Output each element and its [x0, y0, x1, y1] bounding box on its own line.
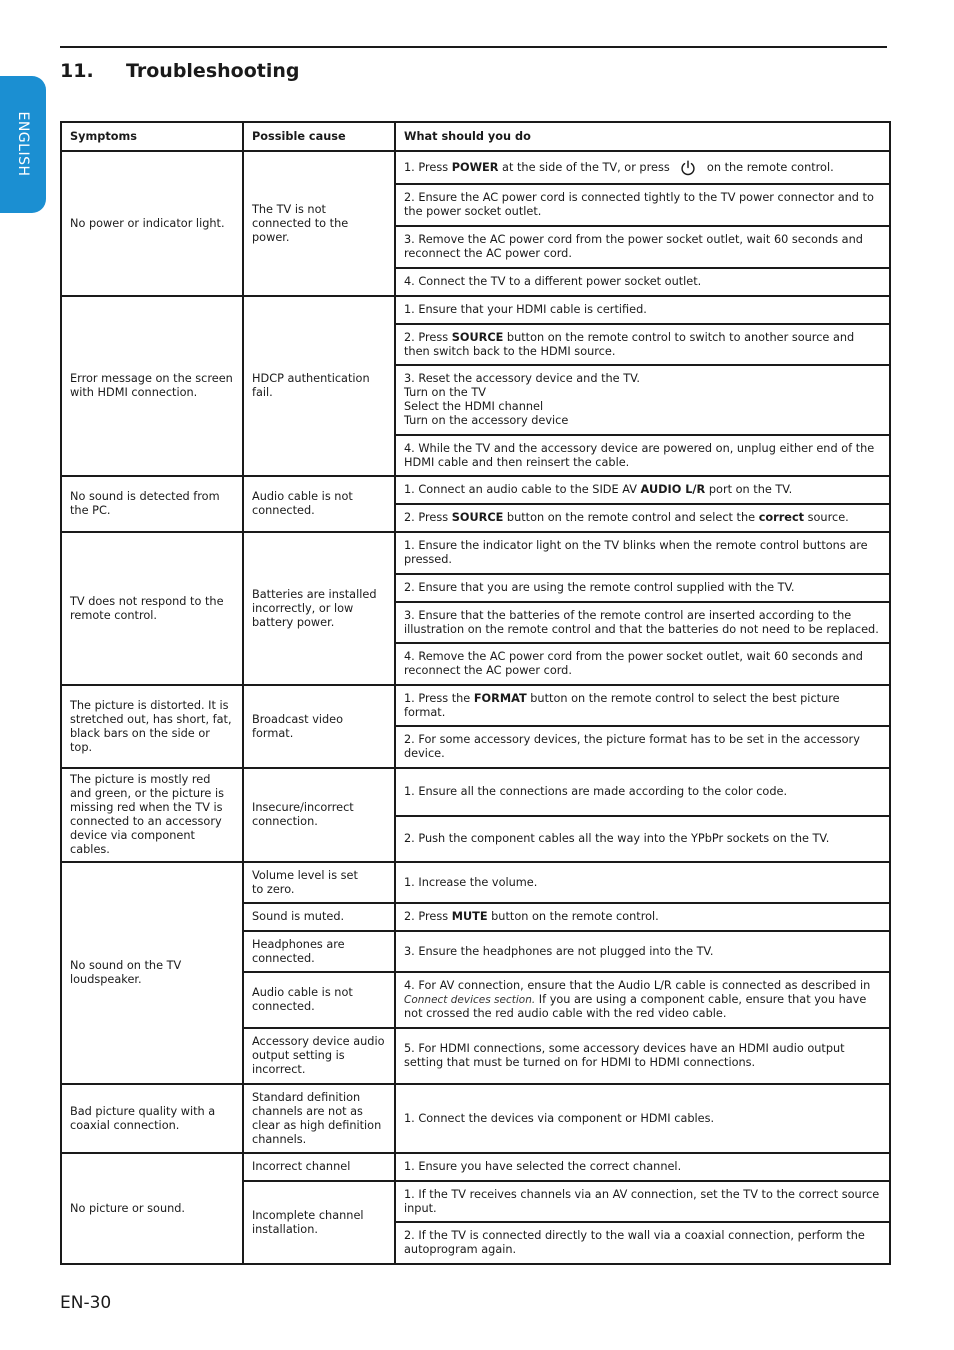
action-text: 2. Push the component cables all the way into the YPbPr sockets on the TV.	[404, 832, 830, 846]
cause-cell: Batteries are installed incorrectly, or low battery power.	[243, 532, 395, 685]
power-icon	[679, 159, 697, 177]
cause-cell: The TV is not connected to the power.	[243, 151, 395, 296]
table-row	[61, 296, 890, 324]
symptom-cell: No picture or sound.	[61, 1153, 243, 1264]
cause-cell: Broadcast video format.	[243, 685, 395, 768]
action-text: 1. Press the	[404, 691, 474, 705]
action-text: 3. Remove the AC power cord from the power socket outlet, wait 60 seconds and reconnect the AC power cord.	[404, 233, 863, 260]
page-title	[60, 60, 300, 82]
action-text: at the side of the TV, or press	[498, 160, 674, 174]
header-possible-cause: Possible cause	[243, 122, 395, 151]
action-text: 1. Ensure the indicator light on the TV blinks when the remote control buttons are pressed.	[404, 539, 868, 566]
action-text: 4. Connect the TV to a different power socket outlet.	[404, 275, 702, 288]
action-text: button on the remote control.	[487, 910, 659, 923]
action-cell	[395, 931, 890, 972]
action-text: 5. For HDMI connections, some accessory devices have an HDMI audio output setting that must be turned on for HDMI to HDMI connections.	[404, 1042, 845, 1069]
action-cell	[395, 816, 890, 862]
cause-cell: Accessory device audio output setting is incorrect.	[243, 1028, 395, 1084]
action-text: 2. Press	[404, 330, 452, 344]
action-cell	[395, 504, 890, 532]
action-cell	[395, 226, 890, 268]
keyword: SOURCE	[451, 330, 504, 344]
action-cell	[395, 685, 890, 726]
page-number: EN-30	[60, 1293, 112, 1313]
action-cell	[395, 972, 890, 1028]
action-text: 1. Ensure all the connections are made according to the color code.	[404, 785, 788, 799]
action-text: 2. For some accessory devices, the picture format has to be set in the accessory device.	[404, 733, 860, 760]
action-text: 2. If the TV is connected directly to the wall via a coaxial connection, perform the autoprogram again.	[404, 1229, 865, 1256]
header-what-to-do: What should you do	[395, 122, 890, 151]
action-text: 1. If the TV receives channels via an AV connection, set the TV to the correct source input.	[404, 1187, 880, 1215]
action-cell	[395, 476, 890, 504]
action-text: 4. For AV connection, ensure that the Audio L/R cable is connected as described in	[404, 979, 871, 992]
symptom-cell: No sound is detected from the PC.	[61, 476, 243, 532]
action-cell	[395, 184, 890, 226]
top-rule	[60, 46, 887, 48]
action-text: 1. Press	[404, 160, 452, 174]
action-text: 3. Ensure the headphones are not plugged into the TV.	[404, 944, 714, 958]
section-number: 11.	[60, 60, 94, 82]
action-cell	[395, 726, 890, 768]
action-cell	[395, 1153, 890, 1181]
symptom-cell: No sound on the TV loudspeaker.	[61, 862, 243, 1084]
action-text: button on the remote control to select the best picture format.	[404, 691, 840, 719]
action-cell	[395, 296, 890, 324]
action-text: 4. While the TV and the accessory device are powered on, unplug either end of the HDMI cable and then reinsert the cable.	[404, 441, 875, 469]
cause-cell: Audio cable is not connected.	[243, 476, 395, 532]
action-text: 3. Ensure that the batteries of the remote control are inserted according to the illustration on the remote control and that the batteries do not need to be replaced.	[404, 608, 879, 636]
symptom-cell: TV does not respond to the remote control.	[61, 532, 243, 685]
section-title: Troubleshooting	[126, 60, 300, 82]
action-cell	[395, 574, 890, 602]
action-text: 3. Reset the accessory device and the TV. Turn on the TV Select the HDMI channel Turn on the accessory device	[404, 372, 640, 427]
action-text: 1. Connect an audio cable to the SIDE AV	[404, 483, 641, 496]
cause-cell: Standard definition channels are not as clear as high definition channels.	[243, 1084, 395, 1153]
action-text: button on the remote control and select the	[503, 511, 759, 524]
action-text: source.	[804, 511, 849, 524]
action-text: 1. Increase the volume.	[404, 875, 538, 889]
action-cell	[395, 903, 890, 931]
cause-cell: Incorrect channel	[243, 1153, 395, 1181]
table-row	[61, 768, 890, 816]
action-cell	[395, 1181, 890, 1222]
action-cell	[395, 324, 890, 365]
action-text: 1. Connect the devices via component or HDMI cables.	[404, 1111, 715, 1125]
action-text: button on the remote control to switch to another source and then switch back to the HDMI source.	[404, 330, 855, 358]
symptom-cell: The picture is mostly red and green, or the picture is missing red when the TV is connected to an accessory device via component cables.	[61, 768, 243, 862]
action-text: 1. Ensure you have selected the correct channel.	[404, 1160, 682, 1173]
table-row	[61, 532, 890, 574]
action-text: port on the TV.	[705, 483, 793, 496]
action-text: 4. Remove the AC power cord from the power socket outlet, wait 60 seconds and reconnect the AC power cord.	[404, 650, 863, 677]
header-symptoms: Symptoms	[61, 122, 243, 151]
action-cell	[395, 602, 890, 643]
cause-cell: Insecure/incorrect connection.	[243, 768, 395, 862]
table-row	[61, 1153, 890, 1181]
symptom-cell: Error message on the screen with HDMI connection.	[61, 296, 243, 476]
language-label: ENGLISH	[15, 111, 31, 177]
action-cell	[395, 151, 890, 184]
action-text: 1. Ensure that your HDMI cable is certified.	[404, 303, 647, 316]
action-cell	[395, 862, 890, 903]
action-cell	[395, 643, 890, 685]
action-cell	[395, 268, 890, 296]
symptom-cell: No power or indicator light.	[61, 151, 243, 296]
table-row	[61, 1084, 890, 1153]
cause-cell: Incomplete channel installation.	[243, 1181, 395, 1264]
cause-cell: Sound is muted.	[243, 903, 395, 931]
action-cell	[395, 365, 890, 435]
table-header-row	[61, 122, 890, 151]
keyword: SOURCE	[451, 511, 504, 524]
language-tab	[0, 76, 46, 213]
action-cell	[395, 1084, 890, 1153]
action-text: on the remote control.	[703, 160, 834, 174]
table-row	[61, 862, 890, 903]
symptom-cell: Bad picture quality with a coaxial connection.	[61, 1084, 243, 1153]
table-body	[61, 151, 890, 1264]
cause-cell: HDCP authentication fail.	[243, 296, 395, 476]
keyword: AUDIO L/R	[640, 483, 706, 496]
keyword: FORMAT	[473, 691, 527, 705]
keyword: correct	[758, 511, 805, 524]
table-row	[61, 476, 890, 504]
table-row	[61, 151, 890, 184]
action-cell	[395, 768, 890, 816]
action-cell	[395, 1028, 890, 1084]
keyword: POWER	[451, 160, 499, 174]
action-cell	[395, 1222, 890, 1264]
cause-cell: Volume level is set to zero.	[243, 862, 395, 903]
troubleshooting-table	[60, 121, 891, 1265]
symptom-cell: The picture is distorted. It is stretched out, has short, fat, black bars on the side or top.	[61, 685, 243, 768]
action-text: 2. Ensure the AC power cord is connected tightly to the TV power connector and to the power socket outlet.	[404, 191, 874, 218]
section-reference: Connect devices section.	[404, 994, 536, 1006]
action-text: If you are using a component cable, ensure that you have not crossed the red audio cable with the red video cable.	[404, 993, 867, 1020]
action-cell	[395, 435, 890, 476]
keyword: MUTE	[451, 910, 488, 923]
action-text: 2. Ensure that you are using the remote control supplied with the TV.	[404, 581, 795, 594]
action-text: 2. Press	[404, 910, 452, 923]
action-cell	[395, 532, 890, 574]
cause-cell: Headphones are connected.	[243, 931, 395, 972]
action-text: 2. Press	[404, 511, 452, 524]
table-row	[61, 685, 890, 726]
cause-cell: Audio cable is not connected.	[243, 972, 395, 1028]
